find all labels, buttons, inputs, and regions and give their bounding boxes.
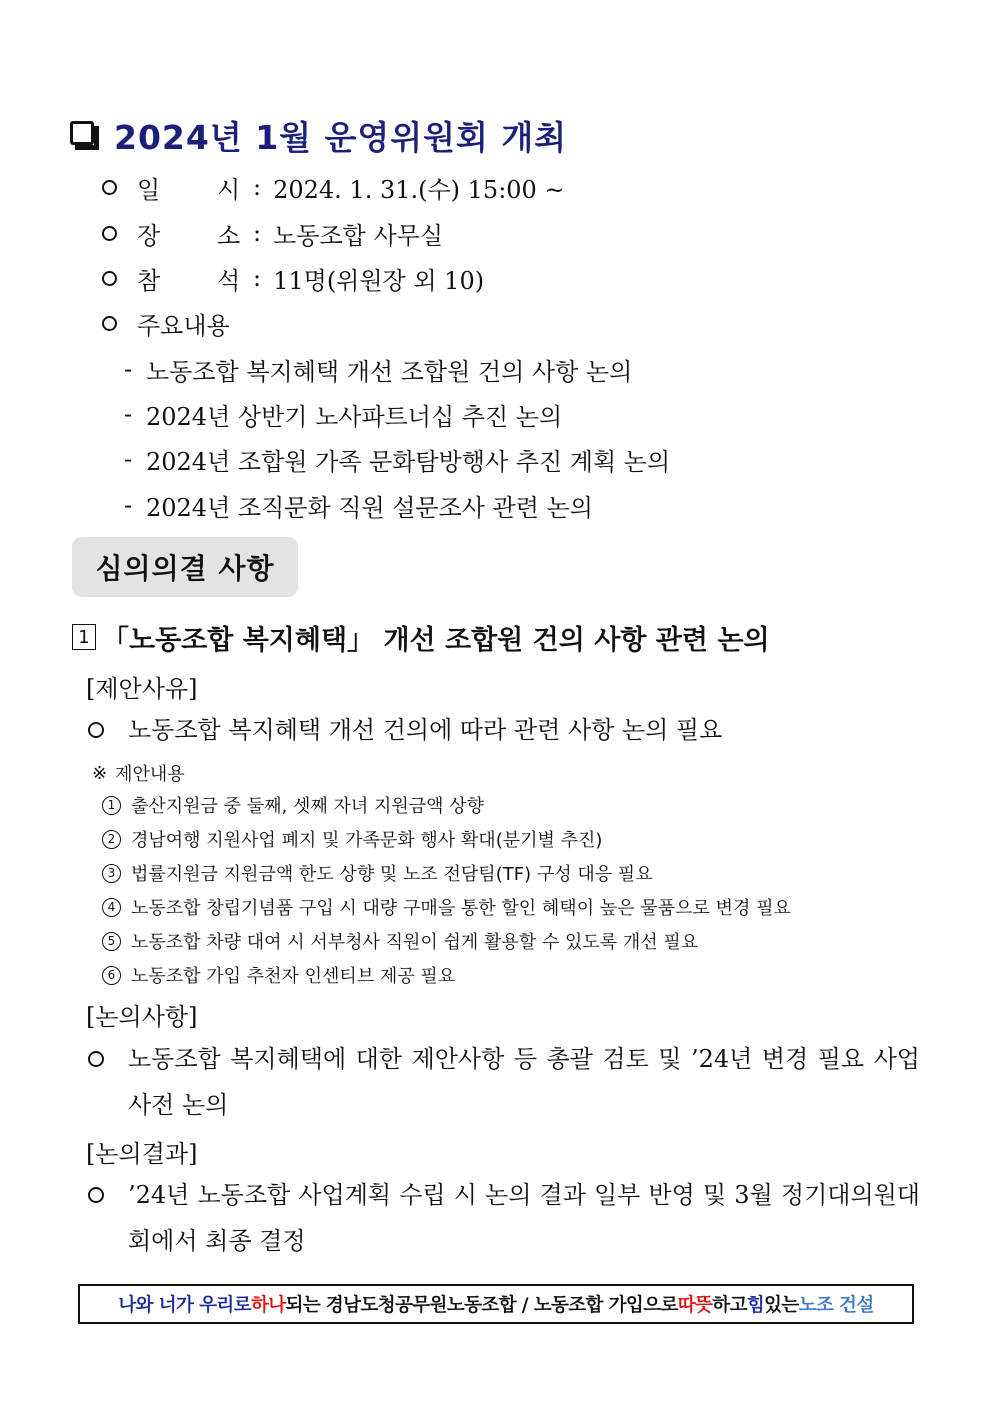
proposal-content-note (92, 760, 185, 786)
topic-number-box: 1 (72, 624, 96, 650)
proposal-item (102, 824, 602, 854)
place-colon: : (253, 219, 262, 247)
proposal-reason-paragraph (88, 707, 920, 753)
proposal-item (102, 892, 791, 922)
proposal-item (102, 858, 653, 888)
info-agenda-label (102, 306, 230, 340)
agenda-item (124, 397, 562, 431)
circle-bullet-icon (102, 316, 117, 331)
proposal-item (102, 926, 698, 956)
proposal-item-text: 경남여행 지원사업 폐지 및 가족문화 행사 확대(분기별 추진) (131, 830, 603, 851)
agenda-item-text: 2024년 조합원 가족 문화탐방행사 추진 계획 논의 (146, 447, 671, 476)
datetime-label-2: 시 (217, 175, 241, 204)
dash-mark: - (124, 491, 133, 519)
datetime-value: 2024. 1. 31.(수) 15:00 ~ (273, 175, 565, 204)
circle-bullet-icon (88, 722, 104, 738)
slogan-segment: 하나 (250, 1295, 286, 1316)
slogan-segment: 노조 건설 (798, 1295, 874, 1316)
circle-bullet-icon (102, 271, 117, 286)
checkbox-icon (70, 121, 98, 149)
circle-bullet-icon (102, 180, 117, 195)
agenda-label: 주요내용 (137, 311, 230, 340)
slogan-segment: 나와 너가 우리로 (118, 1295, 251, 1316)
attendance-value: 11명(위원장 외 10) (273, 266, 485, 295)
datetime-label-1: 일 (137, 175, 161, 204)
circled-number: 5 (102, 932, 121, 951)
proposal-reason-text: 노동조합 복지혜택 개선 건의에 따라 관련 사항 논의 필요 (128, 716, 723, 744)
proposal-item (102, 790, 484, 820)
circled-number: 1 (102, 796, 121, 815)
circled-number: 3 (102, 864, 121, 883)
reference-mark-icon: ※ (92, 762, 108, 784)
discussion-paragraph (88, 1036, 920, 1128)
datetime-colon: : (253, 173, 262, 201)
slogan-segment: 힘 (746, 1295, 765, 1316)
slogan-segment: 하고 (712, 1295, 747, 1316)
dash-mark: - (124, 400, 133, 428)
result-text: ’24년 노동조합 사업계획 수립 시 논의 결과 일부 반영 및 3월 정기대의원대회에서 최종 결정 (128, 1181, 920, 1255)
info-attendance (102, 261, 484, 295)
footer-slogan (78, 1284, 914, 1324)
dash-mark: - (124, 355, 133, 383)
proposal-item-text: 법률지원금 지원금액 한도 상향 및 노조 전담팀(TF) 구성 대응 필요 (131, 864, 653, 885)
place-label-1: 장 (137, 221, 161, 250)
topic-title: 「노동조합 복지혜택」 개선 조합원 건의 사항 관련 논의 (102, 624, 770, 656)
section-heading (72, 537, 298, 597)
slogan-segment: 있는 (764, 1295, 799, 1316)
attendance-label-1: 참 (137, 266, 161, 295)
result-paragraph (88, 1172, 920, 1264)
section-heading-text: 심의의결 사항 (95, 552, 275, 585)
proposal-item-text: 출산지원금 중 둘째, 셋째 자녀 지원금액 상향 (131, 796, 485, 817)
info-datetime (102, 170, 565, 204)
place-label-2: 소 (217, 221, 241, 250)
slogan-segment: 따뜻 (677, 1295, 713, 1316)
proposal-content-label: 제안내용 (115, 764, 185, 785)
circled-number: 4 (102, 898, 121, 917)
discussion-text: 노동조합 복지혜택에 대한 제안사항 등 총괄 검토 및 ’24년 변경 필요 사업 사전 논의 (128, 1045, 920, 1119)
place-value: 노동조합 사무실 (273, 221, 444, 250)
agenda-item (124, 352, 632, 386)
agenda-item-text: 2024년 상반기 노사파트너십 추진 논의 (146, 402, 563, 431)
topic-heading (72, 617, 770, 657)
agenda-item (124, 488, 593, 522)
dash-mark: - (124, 445, 133, 473)
agenda-item-text: 2024년 조직문화 직원 설문조사 관련 논의 (146, 493, 593, 522)
slogan-segment: 되는 경남도청공무원노동조합 / 노동조합 가입으로 (285, 1295, 678, 1316)
circled-number: 2 (102, 830, 121, 849)
circled-number: 6 (102, 966, 121, 985)
attendance-colon: : (253, 264, 262, 292)
proposal-item-text: 노동조합 창립기념품 구입 시 대량 구매을 통한 할인 혜택이 높은 물품으로 변경 필요 (131, 898, 791, 919)
proposal-reason-label: [제안사유] (86, 674, 198, 703)
proposal-item-text: 노동조합 차량 대여 시 서부청사 직원이 쉽게 활용할 수 있도록 개선 필요 (131, 932, 699, 953)
proposal-item-text: 노동조합 가입 추천자 인센티브 제공 필요 (131, 966, 456, 987)
info-place (102, 216, 443, 250)
agenda-item-text: 노동조합 복지혜택 개선 조합원 건의 사항 논의 (146, 357, 633, 386)
circle-bullet-icon (88, 1051, 104, 1067)
result-label: [논의결과] (86, 1139, 198, 1168)
attendance-label-2: 석 (217, 266, 241, 295)
proposal-item (102, 960, 455, 990)
main-title-text: 2024년 1월 운영위원회 개최 (114, 117, 568, 157)
discussion-label: [논의사항] (86, 1002, 198, 1031)
agenda-item (124, 442, 670, 476)
main-title (70, 112, 567, 158)
circle-bullet-icon (102, 226, 117, 241)
circle-bullet-icon (88, 1187, 104, 1203)
